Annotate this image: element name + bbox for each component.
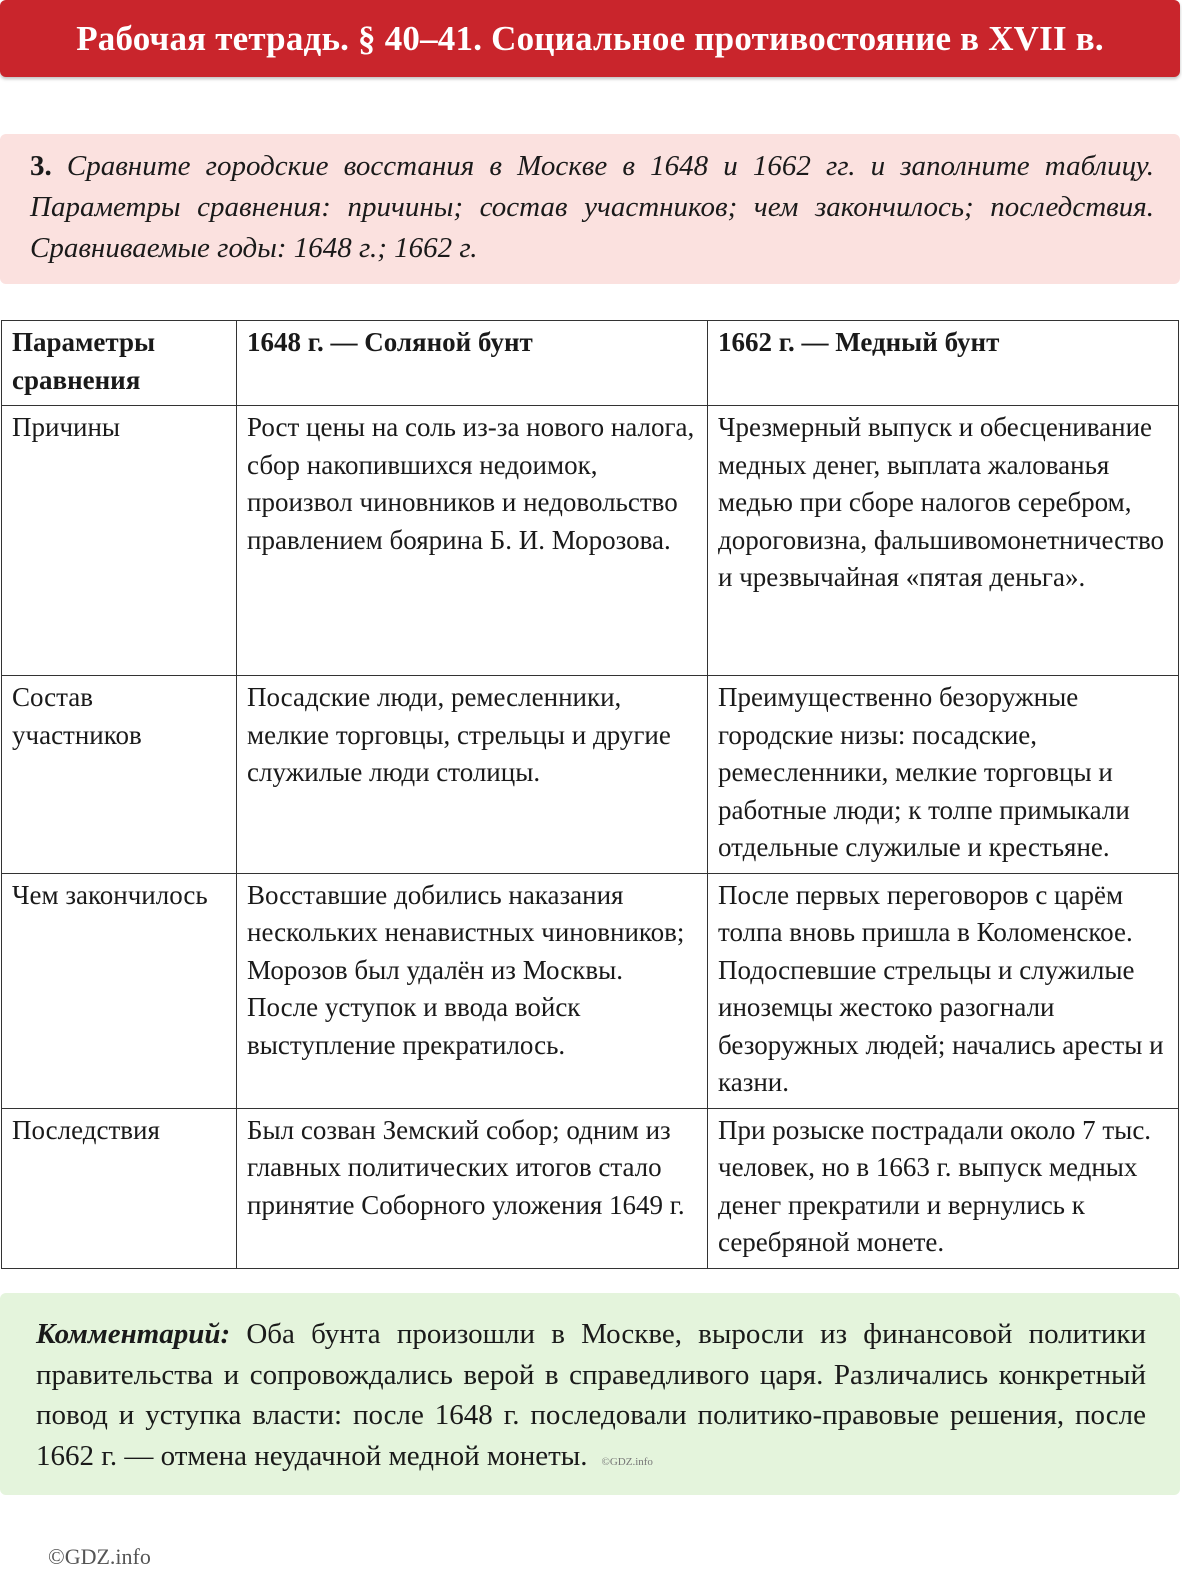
table-row-outcome — [2, 873, 1179, 1108]
cell-1662: После первых переговоров с царём толпа вновь пришла в Коломенское. Подоспевшие стрельцы и служилые иноземцы жестоко разогнали безоружных людей; начались аресты и казни. — [708, 873, 1179, 1108]
cell-1662: Преимущественно безоружные городские низы: посадские, ремесленники, мелкие торговцы и работные люди; к толпе примыкали отдельные служилые и крестьяне. — [708, 676, 1179, 874]
row-label: Чем закончилось — [2, 873, 237, 1108]
cell-1648: Посадские люди, ремесленники, мелкие торговцы, стрельцы и другие служилые люди столицы. — [237, 676, 708, 874]
cell-1648: Был созван Земский собор; одним из главных политических итогов стало принятие Соборного уложения 1649 г. — [237, 1108, 708, 1268]
cell-1648: Восставшие добились наказания нескольких ненавистных чиновников; Морозов был удалён из Москвы. После уступок и ввода войск выступление прекратилось. — [237, 873, 708, 1108]
row-label: Причины — [2, 406, 237, 676]
cell-1648: Рост цены на соль из-за нового налога, сбор накопившихся недоимок, произвол чиновников и недовольство правлением боярина Б. И. Морозова. — [237, 406, 708, 676]
footer-watermark: ©GDZ.info — [48, 1544, 151, 1569]
table-row-causes — [2, 406, 1179, 676]
comparison-table — [1, 320, 1179, 1269]
table-header-row — [2, 321, 1179, 406]
comment-label: Комментарий: — [36, 1318, 231, 1350]
row-label: Последствия — [2, 1108, 237, 1268]
row-label: Состав участников — [2, 676, 237, 874]
header-cell-1648: 1648 г. — Соляной бунт — [237, 321, 708, 406]
comment-body: Оба бунта произошли в Москве, выросли из финансовой политики правительства и сопровождались верой в справедливого царя. Различались конкретный повод и уступка власти: после 1648 г. последовали политико-правовые решения, после 1662 г. — отмена неудачной медной монеты. — [36, 1318, 1147, 1472]
cell-1662: Чрезмерный выпуск и обесценивание медных денег, выплата жалованья медью при сборе налогов серебром, дороговизна, фальшивомонетничество и чрезвычайная «пятая деньга». — [708, 406, 1179, 676]
table-row-participants — [2, 676, 1179, 874]
task-body: Сравните городские восстания в Москве в 1648 и 1662 гг. и заполните таблицу. Параметры сравнения: причины; состав участников; чем закончилось; последствия. Сравниваемые годы: 1648 г.; 1662 г. — [30, 150, 1154, 264]
cell-1662: При розыске пострадали около 7 тыс. человек, но в 1663 г. выпуск медных денег прекратили и вернулись к серебряной монете. — [708, 1108, 1179, 1268]
task-number: 3. — [30, 150, 52, 182]
table-row-consequences — [2, 1108, 1179, 1268]
comment-text — [36, 1314, 1146, 1482]
page-header — [0, 0, 1180, 77]
header-cell-1662: 1662 г. — Медный бунт — [708, 321, 1179, 406]
page-title: Рабочая тетрадь. § 40–41. Социальное противостояние в XVII в. — [76, 18, 1104, 58]
header-cell-parameters: Параметры сравнения — [2, 321, 237, 406]
task-text — [30, 146, 1154, 269]
comment-watermark: ©GDZ.info — [601, 1455, 653, 1468]
